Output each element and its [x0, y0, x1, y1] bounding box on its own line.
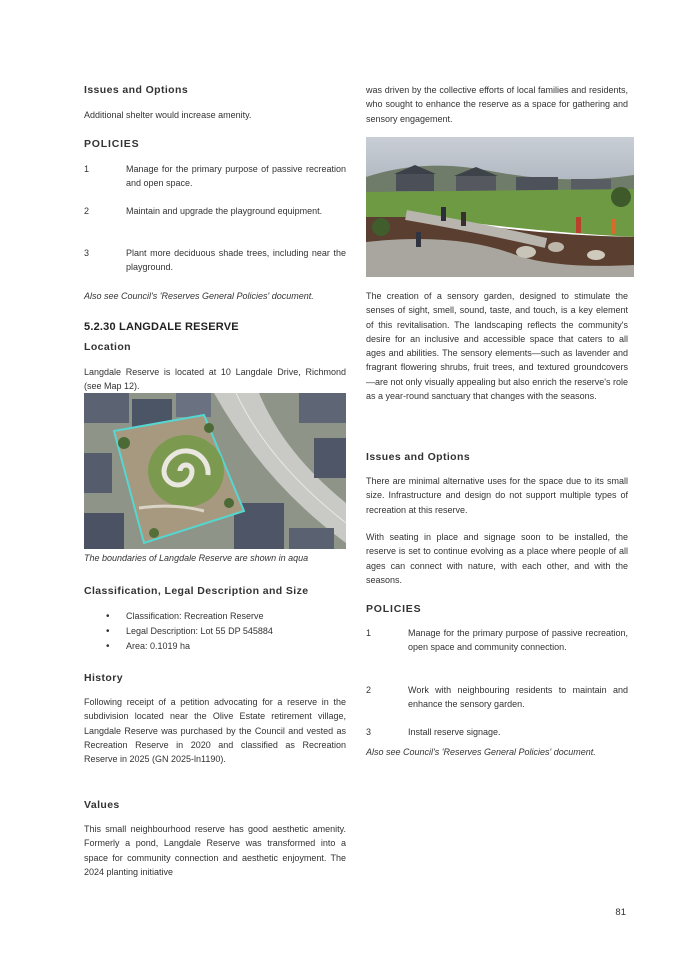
issues-heading: Issues and Options: [84, 84, 189, 96]
policy-item-2: [84, 204, 346, 218]
issues-text-1: There are minimal alternative uses for the space due to its small size. Infrastructure and design do not support multiple types of recreation at this reserve.: [366, 476, 628, 515]
policy-number: 1: [84, 164, 90, 174]
policy-text: Work with neighbouring residents to maintain and enhance the sensory garden.: [408, 685, 628, 710]
issues-text: Additional shelter would increase amenity.: [84, 110, 252, 120]
policy-text: Plant more deciduous shade trees, including near the playground.: [126, 248, 346, 273]
legal-description-item: • Legal Description: Lot 55 DP 545884: [84, 624, 346, 639]
classification-list: [84, 609, 346, 655]
map-caption: The boundaries of Langdale Reserve are shown in aqua: [84, 553, 309, 563]
section-title: 5.2.30 LANGDALE RESERVE: [84, 321, 239, 333]
classification-heading: Classification, Legal Description and Size: [84, 585, 309, 597]
policies-heading-right: POLICIES: [366, 603, 422, 615]
sensory-garden-image: [366, 137, 634, 277]
aerial-map-photo: [84, 393, 346, 549]
policy-item-1: [84, 162, 346, 190]
page-number: 81: [615, 907, 626, 918]
aerial-map-image: [84, 393, 346, 549]
policy-item-3: [366, 725, 628, 739]
area-item: • Area: 0.1019 ha: [84, 639, 346, 654]
policy-number: 2: [84, 206, 90, 216]
history-heading: History: [84, 672, 123, 684]
location-heading: Location: [84, 341, 131, 353]
continued-text: was driven by the collective efforts of local families and residents, who sought to enhance the reserve as a space for gathering and sensory engagement.: [366, 85, 628, 124]
policy-number: 1: [366, 628, 372, 638]
policy-item-3: [84, 246, 346, 274]
values-heading: Values: [84, 799, 120, 811]
policy-text: Install reserve signage.: [408, 727, 501, 737]
policy-text: Manage for the primary purpose of passive recreation, open space and community connection.: [408, 628, 628, 653]
policy-item-1: [366, 626, 628, 654]
issues-heading-right: Issues and Options: [366, 451, 471, 463]
policy-text: Maintain and upgrade the playground equipment.: [126, 206, 323, 216]
issues-text-2: With seating in place and signage soon to be installed, the reserve is set to continue evolving as a place where people of all ages can connect with nature, with each other, and with the seasons.: [366, 532, 628, 585]
policies-heading: POLICIES: [84, 138, 140, 150]
classification-item: • Classification: Recreation Reserve: [84, 609, 346, 624]
also-see-note-right: Also see Council's 'Reserves General Policies' document.: [366, 747, 596, 757]
history-text: Following receipt of a petition advocating for a reserve in the subdivision located near the Olive Estate retirement village, Langdale Reserve was purchased by the Council and vested as Recreation Reserve in 2020 and classified as Recreation Reserve in 2025 (GN 2025-ln1190).: [84, 697, 346, 765]
also-see-note: Also see Council's 'Reserves General Policies' document.: [84, 291, 314, 301]
sensory-garden-photo: [366, 137, 634, 277]
values-text: This small neighbourhood reserve has good aesthetic amenity. Formerly a pond, Langdale Reserve was transformed into a space for community connection and aesthetic enjoyment. The 2024 planting initiative: [84, 824, 346, 877]
policy-number: 3: [366, 727, 372, 737]
policy-number: 3: [84, 248, 90, 258]
sensory-garden-text: The creation of a sensory garden, designed to stimulate the senses of sight, smell, sound, taste, and touch, is a key element of this revitalisation. The landscaping reflects the community's desire for an inclusive and accessible space that caters to all ages and abilities. The sensory elements—such as lavender and fragrant flowering shrubs, fruit trees, and textured groundcovers—are not only visually appealing but also enrich the reserve's role as a year-round sanctuary that changes with the seasons.: [366, 291, 628, 402]
policy-number: 2: [366, 685, 372, 695]
policy-item-2: [366, 683, 628, 711]
policy-text: Manage for the primary purpose of passive recreation and open space.: [126, 164, 346, 189]
location-text: Langdale Reserve is located at 10 Langdale Drive, Richmond (see Map 12).: [84, 367, 346, 392]
